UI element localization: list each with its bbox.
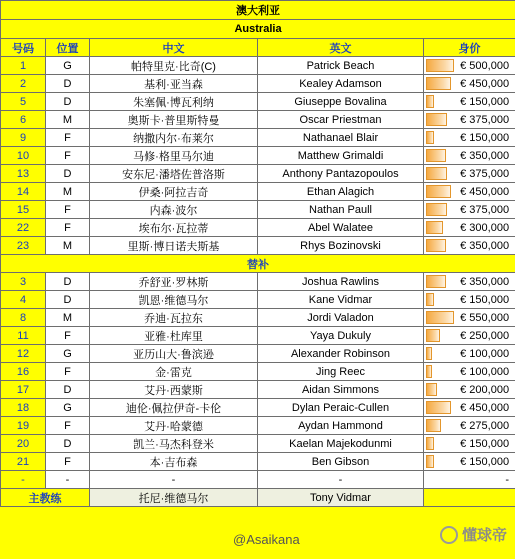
table-row bbox=[1, 111, 515, 129]
player-position: F bbox=[46, 327, 90, 345]
subs-label: 替补 bbox=[1, 255, 515, 273]
player-name-english: Oscar Priestman bbox=[258, 111, 424, 129]
player-position: D bbox=[46, 75, 90, 93]
player-name-chinese: 马修·格里马尔迪 bbox=[90, 147, 258, 165]
logo-icon bbox=[440, 526, 458, 544]
player-number: 1 bbox=[1, 57, 46, 75]
player-name-english: Jing Reec bbox=[258, 363, 424, 381]
player-value bbox=[424, 471, 515, 489]
value-bar bbox=[426, 203, 447, 216]
player-value bbox=[424, 309, 515, 327]
player-value-text: € 375,000 bbox=[460, 203, 510, 216]
player-number: - bbox=[1, 471, 46, 489]
player-value-text: - bbox=[505, 473, 510, 486]
player-value bbox=[424, 327, 515, 345]
player-number: 8 bbox=[1, 309, 46, 327]
player-name-chinese: 埃布尔·瓦拉蒂 bbox=[90, 219, 258, 237]
player-name-chinese: 艾丹·哈蒙德 bbox=[90, 417, 258, 435]
value-bar bbox=[426, 311, 454, 324]
player-number: 3 bbox=[1, 273, 46, 291]
player-value-text: € 500,000 bbox=[460, 59, 510, 72]
coach-name-chinese: 托尼·维德马尔 bbox=[90, 489, 258, 507]
player-name-english: Dylan Peraic-Cullen bbox=[258, 399, 424, 417]
player-name-english: Jordi Valadon bbox=[258, 309, 424, 327]
table-row bbox=[1, 435, 515, 453]
table-row bbox=[1, 453, 515, 471]
player-value-text: € 450,000 bbox=[460, 185, 510, 198]
player-value-text: € 150,000 bbox=[460, 455, 510, 468]
table-row bbox=[1, 471, 515, 489]
player-name-english: Rhys Bozinovski bbox=[258, 237, 424, 255]
player-value bbox=[424, 417, 515, 435]
logo bbox=[440, 524, 507, 545]
player-position: D bbox=[46, 435, 90, 453]
player-value bbox=[424, 219, 515, 237]
player-name-chinese: 凯恩·维德马尔 bbox=[90, 291, 258, 309]
table-row bbox=[1, 273, 515, 291]
player-number: 6 bbox=[1, 111, 46, 129]
player-value-text: € 100,000 bbox=[460, 365, 510, 378]
player-name-chinese: 亚雅·杜库里 bbox=[90, 327, 258, 345]
page-title: 澳大利亚 bbox=[1, 1, 515, 20]
table-row bbox=[1, 183, 515, 201]
player-value-text: € 200,000 bbox=[460, 383, 510, 396]
player-value bbox=[424, 75, 515, 93]
table-row bbox=[1, 345, 515, 363]
player-name-chinese: 迪伦·佩拉伊奇-卡伦 bbox=[90, 399, 258, 417]
player-name-english: Nathan Paull bbox=[258, 201, 424, 219]
value-bar bbox=[426, 167, 447, 180]
player-value bbox=[424, 57, 515, 75]
player-position: M bbox=[46, 237, 90, 255]
player-position: M bbox=[46, 309, 90, 327]
player-value-text: € 150,000 bbox=[460, 131, 510, 144]
header-position: 位置 bbox=[46, 39, 90, 57]
player-name-english: Yaya Dukuly bbox=[258, 327, 424, 345]
player-value-text: € 150,000 bbox=[460, 437, 510, 450]
value-bar bbox=[426, 401, 451, 414]
player-value-text: € 150,000 bbox=[460, 293, 510, 306]
player-value bbox=[424, 435, 515, 453]
player-name-english: Kealey Adamson bbox=[258, 75, 424, 93]
table-row bbox=[1, 291, 515, 309]
player-position: D bbox=[46, 381, 90, 399]
value-bar bbox=[426, 149, 446, 162]
player-name-chinese: 内森·波尔 bbox=[90, 201, 258, 219]
player-value bbox=[424, 201, 515, 219]
coach-label: 主教练 bbox=[1, 489, 90, 507]
table-row bbox=[1, 129, 515, 147]
value-bar bbox=[426, 275, 446, 288]
player-position: F bbox=[46, 417, 90, 435]
coach-value bbox=[424, 489, 515, 507]
player-name-english: Ben Gibson bbox=[258, 453, 424, 471]
value-bar bbox=[426, 437, 434, 450]
player-value bbox=[424, 165, 515, 183]
player-value bbox=[424, 129, 515, 147]
player-value-text: € 100,000 bbox=[460, 347, 510, 360]
player-value bbox=[424, 399, 515, 417]
value-bar bbox=[426, 293, 434, 306]
watermark: @Asaikana bbox=[233, 532, 300, 547]
player-name-english: - bbox=[258, 471, 424, 489]
value-bar bbox=[426, 77, 451, 90]
player-position: F bbox=[46, 147, 90, 165]
player-name-chinese: 朱塞佩·博瓦利纳 bbox=[90, 93, 258, 111]
player-name-chinese: 本·吉布森 bbox=[90, 453, 258, 471]
value-bar bbox=[426, 221, 443, 234]
table-row bbox=[1, 417, 515, 435]
player-value bbox=[424, 111, 515, 129]
player-name-chinese: 艾丹·西蒙斯 bbox=[90, 381, 258, 399]
table-row bbox=[1, 201, 515, 219]
player-value-text: € 375,000 bbox=[460, 113, 510, 126]
coach-name-english: Tony Vidmar bbox=[258, 489, 424, 507]
player-number: 15 bbox=[1, 201, 46, 219]
player-name-english: Giuseppe Bovalina bbox=[258, 93, 424, 111]
player-value bbox=[424, 147, 515, 165]
player-position: G bbox=[46, 57, 90, 75]
player-number: 13 bbox=[1, 165, 46, 183]
value-bar bbox=[426, 383, 437, 396]
table-row bbox=[1, 381, 515, 399]
player-position: D bbox=[46, 273, 90, 291]
player-name-english: Kaelan Majekodunmi bbox=[258, 435, 424, 453]
player-number: 12 bbox=[1, 345, 46, 363]
player-name-chinese: 里斯·博日诺夫斯基 bbox=[90, 237, 258, 255]
player-name-chinese: 金·雷克 bbox=[90, 363, 258, 381]
player-name-chinese: 安东尼·潘塔佐普洛斯 bbox=[90, 165, 258, 183]
player-position: - bbox=[46, 471, 90, 489]
player-name-chinese: 纳撒内尔·布莱尔 bbox=[90, 129, 258, 147]
value-bar bbox=[426, 239, 446, 252]
player-name-english: Abel Walatee bbox=[258, 219, 424, 237]
player-name-english: Patrick Beach bbox=[258, 57, 424, 75]
value-bar bbox=[426, 365, 432, 378]
value-bar bbox=[426, 185, 451, 198]
table-row bbox=[1, 327, 515, 345]
player-value-text: € 375,000 bbox=[460, 167, 510, 180]
header-value: 身价 bbox=[424, 39, 515, 57]
player-name-chinese: 伊桑·阿拉吉奇 bbox=[90, 183, 258, 201]
player-name-chinese: 奥斯卡·普里斯特曼 bbox=[90, 111, 258, 129]
player-value bbox=[424, 363, 515, 381]
player-number: 5 bbox=[1, 93, 46, 111]
player-number: 17 bbox=[1, 381, 46, 399]
logo-text: 懂球帝 bbox=[461, 527, 507, 544]
player-number: 10 bbox=[1, 147, 46, 165]
header-number: 号码 bbox=[1, 39, 46, 57]
player-number: 21 bbox=[1, 453, 46, 471]
value-bar bbox=[426, 329, 440, 342]
player-value bbox=[424, 183, 515, 201]
player-name-english: Kane Vidmar bbox=[258, 291, 424, 309]
player-position: F bbox=[46, 219, 90, 237]
header-english: 英文 bbox=[258, 39, 424, 57]
player-name-english: Alexander Robinson bbox=[258, 345, 424, 363]
table-row bbox=[1, 75, 515, 93]
player-number: 18 bbox=[1, 399, 46, 417]
player-name-english: Nathanael Blair bbox=[258, 129, 424, 147]
player-position: F bbox=[46, 129, 90, 147]
value-bar bbox=[426, 95, 434, 108]
player-name-english: Joshua Rawlins bbox=[258, 273, 424, 291]
player-position: F bbox=[46, 201, 90, 219]
player-value-text: € 150,000 bbox=[460, 95, 510, 108]
player-name-chinese: - bbox=[90, 471, 258, 489]
value-bar bbox=[426, 419, 441, 432]
player-value bbox=[424, 273, 515, 291]
player-value-text: € 350,000 bbox=[460, 239, 510, 252]
table-row bbox=[1, 363, 515, 381]
player-number: 11 bbox=[1, 327, 46, 345]
value-bar bbox=[426, 347, 432, 360]
player-number: 16 bbox=[1, 363, 46, 381]
player-position: D bbox=[46, 93, 90, 111]
player-value-text: € 300,000 bbox=[460, 221, 510, 234]
player-value-text: € 275,000 bbox=[460, 419, 510, 432]
value-bar bbox=[426, 59, 454, 72]
table-row bbox=[1, 147, 515, 165]
player-value bbox=[424, 453, 515, 471]
player-value-text: € 250,000 bbox=[460, 329, 510, 342]
player-position: D bbox=[46, 291, 90, 309]
player-position: F bbox=[46, 453, 90, 471]
player-value bbox=[424, 237, 515, 255]
player-position: G bbox=[46, 399, 90, 417]
table-row bbox=[1, 93, 515, 111]
table-row bbox=[1, 309, 515, 327]
player-number: 23 bbox=[1, 237, 46, 255]
player-value bbox=[424, 381, 515, 399]
player-number: 22 bbox=[1, 219, 46, 237]
coach-row bbox=[1, 489, 515, 507]
player-position: M bbox=[46, 183, 90, 201]
player-name-english: Ethan Alagich bbox=[258, 183, 424, 201]
header-chinese: 中文 bbox=[90, 39, 258, 57]
player-name-chinese: 乔迪·瓦拉东 bbox=[90, 309, 258, 327]
player-number: 19 bbox=[1, 417, 46, 435]
player-name-chinese: 基利·亚当森 bbox=[90, 75, 258, 93]
player-number: 20 bbox=[1, 435, 46, 453]
player-value bbox=[424, 291, 515, 309]
table-row bbox=[1, 57, 515, 75]
player-name-english: Aidan Simmons bbox=[258, 381, 424, 399]
value-bar bbox=[426, 131, 434, 144]
player-position: M bbox=[46, 111, 90, 129]
title-row bbox=[1, 1, 515, 20]
player-position: D bbox=[46, 165, 90, 183]
player-name-chinese: 帕特里克·比奇(C) bbox=[90, 57, 258, 75]
player-name-english: Aydan Hammond bbox=[258, 417, 424, 435]
player-name-chinese: 乔舒亚·罗林斯 bbox=[90, 273, 258, 291]
table-row bbox=[1, 237, 515, 255]
player-name-english: Anthony Pantazopoulos bbox=[258, 165, 424, 183]
player-value-text: € 350,000 bbox=[460, 149, 510, 162]
table-row bbox=[1, 219, 515, 237]
player-value bbox=[424, 345, 515, 363]
player-value-text: € 450,000 bbox=[460, 77, 510, 90]
player-value-text: € 450,000 bbox=[460, 401, 510, 414]
subs-header-row bbox=[1, 255, 515, 273]
player-value-text: € 550,000 bbox=[460, 311, 510, 324]
player-position: G bbox=[46, 345, 90, 363]
player-position: F bbox=[46, 363, 90, 381]
player-value-text: € 350,000 bbox=[460, 275, 510, 288]
subtitle-row bbox=[1, 20, 515, 39]
header-row bbox=[1, 39, 515, 57]
page-subtitle: Australia bbox=[1, 20, 515, 39]
player-name-chinese: 凯兰·马杰科登米 bbox=[90, 435, 258, 453]
player-value bbox=[424, 93, 515, 111]
table-row bbox=[1, 399, 515, 417]
player-name-chinese: 亚历山大·鲁滨逊 bbox=[90, 345, 258, 363]
player-number: 2 bbox=[1, 75, 46, 93]
value-bar bbox=[426, 113, 447, 126]
player-number: 14 bbox=[1, 183, 46, 201]
player-number: 4 bbox=[1, 291, 46, 309]
player-name-english: Matthew Grimaldi bbox=[258, 147, 424, 165]
value-bar bbox=[426, 455, 434, 468]
player-number: 9 bbox=[1, 129, 46, 147]
table-row bbox=[1, 165, 515, 183]
